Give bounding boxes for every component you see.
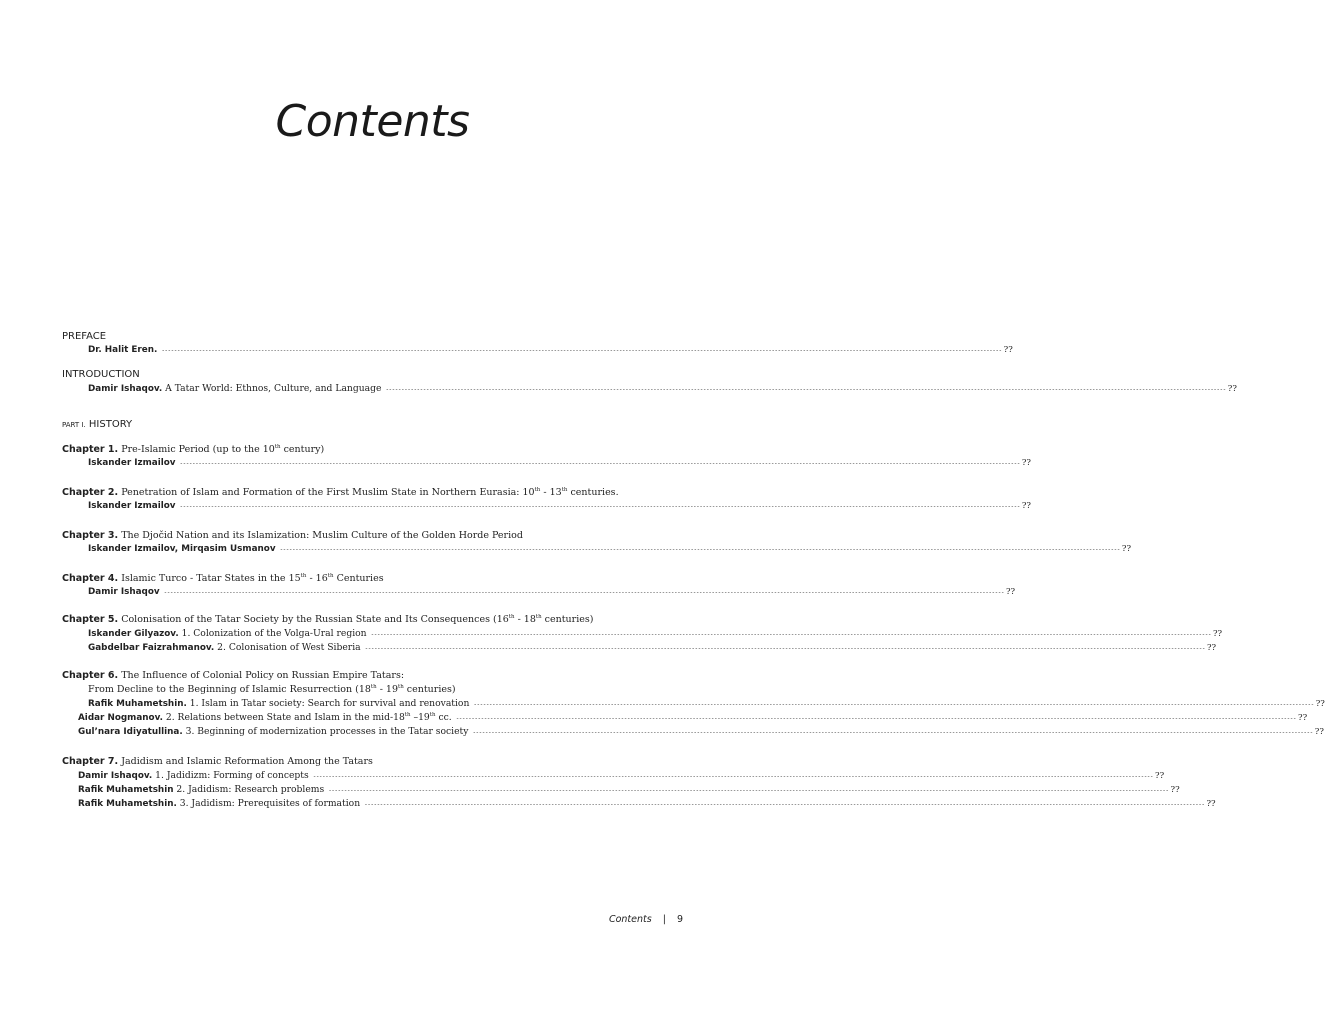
chapter-4-entry[interactable] bbox=[62, 586, 1016, 599]
chapter-7-entry[interactable] bbox=[62, 783, 1180, 797]
entry-text: 2. Colonisation of West Siberia bbox=[217, 642, 361, 653]
superscript: th bbox=[404, 712, 411, 718]
chapter-1-entry[interactable] bbox=[62, 457, 1031, 470]
entry-text: 3. Beginning of modernization processes in the Tatar society bbox=[185, 726, 469, 737]
dot-leader: ------------------------------------------------------------------------------------------------------------------------------------------------------------------------------------------------------------------------------------------------------------------------------ bbox=[472, 729, 1313, 736]
part-number: PART I. bbox=[62, 421, 86, 429]
chapter-title-text: centuries) bbox=[541, 614, 594, 625]
dot-leader: ------------------------------------------------------------------------------------------------------------------------------------------------------------------------------------------------------------------------------------------------------------------------------ bbox=[364, 801, 1205, 808]
chapter-6-title[interactable] bbox=[62, 669, 602, 683]
superscript: th bbox=[327, 573, 334, 579]
entry-text: 1. Colonization of the Volga-Ural region bbox=[181, 628, 367, 639]
introduction-heading: INTRODUCTION bbox=[62, 369, 140, 380]
preface-heading: PREFACE bbox=[62, 331, 107, 342]
dot-leader: ------------------------------------------------------------------------------------------------------------------------------------------------------------------------------------------------------------------------------------------------------------------------------ bbox=[179, 503, 1020, 510]
chapter-7-title[interactable] bbox=[62, 755, 602, 769]
preface-entry[interactable] bbox=[62, 344, 1013, 357]
dot-leader: ------------------------------------------------------------------------------------------------------------------------------------------------------------------------------------------------------------------------------------------------------------------------------ bbox=[179, 460, 1020, 467]
chapter-title-text: Jadidism and Islamic Reformation Among the Tatars bbox=[121, 756, 373, 767]
dot-leader: ------------------------------------------------------------------------------------------------------------------------------------------------------------------------------------------------------------------------------------------------------------------------------ bbox=[364, 645, 1205, 652]
chapter-title-text: - 19 bbox=[376, 684, 399, 695]
entry-page: ?? bbox=[1021, 458, 1031, 468]
chapter-5-entry[interactable] bbox=[62, 627, 1223, 641]
entry-author: Damir Ishaqov. bbox=[78, 771, 153, 781]
dot-leader: ------------------------------------------------------------------------------------------------------------------------------------------------------------------------------------------------------------------------------------------------------------------------------ bbox=[370, 631, 1211, 638]
introduction-entry[interactable] bbox=[62, 382, 1237, 396]
dot-leader: ------------------------------------------------------------------------------------------------------------------------------------------------------------------------------------------------------------------------------------------------------------------------------ bbox=[312, 773, 1154, 780]
chapter-label: Chapter 5. bbox=[62, 614, 119, 625]
chapter-title-text: Colonisation of the Tatar Society by the Russian State and Its Consequences (16 bbox=[121, 614, 509, 625]
chapter-title-text: The Djočid Nation and its Islamization: Muslim Culture of the Golden Horde Period bbox=[121, 530, 523, 541]
page-number: 9 bbox=[676, 914, 683, 925]
chapter-label: Chapter 3. bbox=[62, 530, 119, 541]
entry-author: Iskander Gilyazov. bbox=[88, 629, 179, 639]
entry-text-part: 2. Relations between State and Islam in the mid-18 bbox=[165, 712, 405, 723]
dot-leader: ------------------------------------------------------------------------------------------------------------------------------------------------------------------------------------------------------------------------------------------------------------------------------ bbox=[161, 347, 1002, 354]
entry-author: Rafik Muhametshin bbox=[78, 785, 174, 795]
dot-leader: ------------------------------------------------------------------------------------------------------------------------------------------------------------------------------------------------------------------------------------------------------------------------------ bbox=[473, 701, 1314, 708]
entry-author: Gabdelbar Faizrahmanov. bbox=[88, 643, 215, 653]
entry-text-part: cc. bbox=[435, 712, 452, 723]
superscript: th bbox=[561, 487, 568, 493]
entry-page: ?? bbox=[1155, 771, 1165, 781]
entry-author: Rafik Muhametshin. bbox=[88, 699, 187, 709]
entry-text: 1. Islam in Tatar society: Search for survival and renovation bbox=[189, 698, 470, 709]
superscript: th bbox=[370, 684, 377, 690]
chapter-title-text: The Influence of Colonial Policy on Russian Empire Tatars: bbox=[121, 670, 405, 681]
entry-text: A Tatar World: Ethnos, Culture, and Language bbox=[165, 383, 382, 394]
entry-text: 3. Jadidism: Prerequisites of formation bbox=[179, 798, 361, 809]
chapter-3-entry[interactable] bbox=[62, 543, 1132, 556]
superscript: th bbox=[508, 614, 515, 620]
table-of-contents bbox=[62, 330, 1325, 811]
entry-author: Iskander Izmailov bbox=[88, 501, 176, 511]
chapter-5-entry[interactable] bbox=[62, 641, 1217, 655]
entry-page: ?? bbox=[1227, 384, 1237, 394]
superscript: th bbox=[534, 487, 541, 493]
entry-page: ?? bbox=[1315, 699, 1325, 709]
chapter-title-text: century) bbox=[280, 444, 325, 455]
chapter-6-entry[interactable] bbox=[62, 711, 1308, 725]
entry-text-part: –19 bbox=[410, 712, 430, 723]
entry-text: 1. Jadidizm: Forming of concepts bbox=[155, 770, 309, 781]
chapter-label: Chapter 6. bbox=[62, 670, 119, 681]
footer-label: Contents bbox=[608, 914, 652, 925]
entry-author: Iskander Izmailov, Mirqasim Usmanov bbox=[88, 544, 276, 554]
dot-leader: ------------------------------------------------------------------------------------------------------------------------------------------------------------------------------------------------------------------------------------------------------------------------------ bbox=[279, 546, 1120, 553]
chapter-label: Chapter 2. bbox=[62, 487, 119, 498]
entry-text bbox=[166, 711, 452, 724]
page-title: Contents bbox=[275, 96, 470, 147]
page-footer bbox=[609, 914, 683, 925]
chapter-title-text: From Decline to the Beginning of Islamic Resurrection (18 bbox=[88, 684, 371, 695]
chapter-1-title[interactable] bbox=[62, 443, 602, 457]
superscript: th bbox=[274, 444, 281, 450]
entry-author: Iskander Izmailov bbox=[88, 458, 176, 468]
part-heading bbox=[62, 418, 602, 432]
entry-page: ?? bbox=[1170, 785, 1180, 795]
dot-leader: ------------------------------------------------------------------------------------------------------------------------------------------------------------------------------------------------------------------------------------------------------------------------------ bbox=[385, 386, 1226, 393]
chapter-title-text: centuries) bbox=[403, 684, 456, 695]
chapter-2-entry[interactable] bbox=[62, 500, 1031, 513]
superscript: th bbox=[398, 684, 404, 690]
chapter-6-entry[interactable] bbox=[62, 725, 1324, 739]
chapter-label: Chapter 4. bbox=[62, 573, 119, 584]
entry-author: Dr. Halit Eren. bbox=[88, 345, 158, 355]
chapter-2-title[interactable] bbox=[62, 486, 619, 500]
entry-author: Damir Ishaqov bbox=[88, 587, 160, 597]
dot-leader: ------------------------------------------------------------------------------------------------------------------------------------------------------------------------------------------------------------------------------------------------------------------------------ bbox=[328, 787, 1169, 794]
entry-page: ?? bbox=[1206, 643, 1217, 653]
superscript: th bbox=[300, 573, 307, 579]
entry-page: ?? bbox=[1206, 799, 1216, 809]
chapter-title-text: Penetration of Islam and Formation of the First Muslim State in Northern Eurasia: 10 bbox=[121, 487, 535, 498]
entry-author: Rafik Muhametshin. bbox=[78, 799, 177, 809]
chapter-6-subtitle bbox=[62, 683, 602, 697]
chapter-title-text: Centuries bbox=[333, 573, 384, 584]
entry-page: ?? bbox=[1003, 345, 1013, 355]
chapter-title-text: Pre-Islamic Period (up to the 10 bbox=[121, 444, 275, 455]
superscript: th bbox=[429, 712, 436, 718]
entry-page: ?? bbox=[1212, 629, 1223, 639]
entry-page: ?? bbox=[1005, 587, 1016, 597]
chapter-5-title[interactable] bbox=[62, 613, 602, 627]
dot-leader: ------------------------------------------------------------------------------------------------------------------------------------------------------------------------------------------------------------------------------------------------------------------------------ bbox=[163, 589, 1004, 596]
entry-author: Damir Ishaqov. bbox=[88, 384, 163, 394]
footer-separator: | bbox=[662, 914, 666, 925]
chapter-7-entry[interactable] bbox=[62, 769, 1165, 783]
chapter-title-text: - 13 bbox=[540, 487, 562, 498]
entry-page: ?? bbox=[1298, 713, 1308, 723]
part-label: HISTORY bbox=[88, 419, 133, 430]
chapter-title-text: centuries. bbox=[567, 487, 619, 498]
entry-page: ?? bbox=[1314, 727, 1324, 737]
entry-page: ?? bbox=[1021, 501, 1031, 511]
chapter-7-entry[interactable] bbox=[62, 797, 1216, 811]
chapter-label: Chapter 7. bbox=[62, 756, 119, 767]
chapter-title-text: - 16 bbox=[306, 573, 328, 584]
entry-author: Gul’nara Idiyatullina. bbox=[78, 727, 183, 737]
chapter-4-title[interactable] bbox=[62, 572, 602, 586]
entry-author: Aidar Nogmanov. bbox=[78, 713, 163, 723]
chapter-3-title[interactable] bbox=[62, 529, 602, 543]
entry-page: ?? bbox=[1121, 544, 1132, 554]
chapter-title-text: Islamic Turco - Tatar States in the 15 bbox=[121, 573, 301, 584]
entry-text: 2. Jadidism: Research problems bbox=[176, 784, 325, 795]
chapter-title-text: - 18 bbox=[514, 614, 536, 625]
chapter-label: Chapter 1. bbox=[62, 444, 119, 455]
chapter-6-entry[interactable] bbox=[62, 697, 1325, 711]
dot-leader: ------------------------------------------------------------------------------------------------------------------------------------------------------------------------------------------------------------------------------------------------------------------------------ bbox=[455, 715, 1297, 722]
superscript: th bbox=[535, 614, 542, 620]
